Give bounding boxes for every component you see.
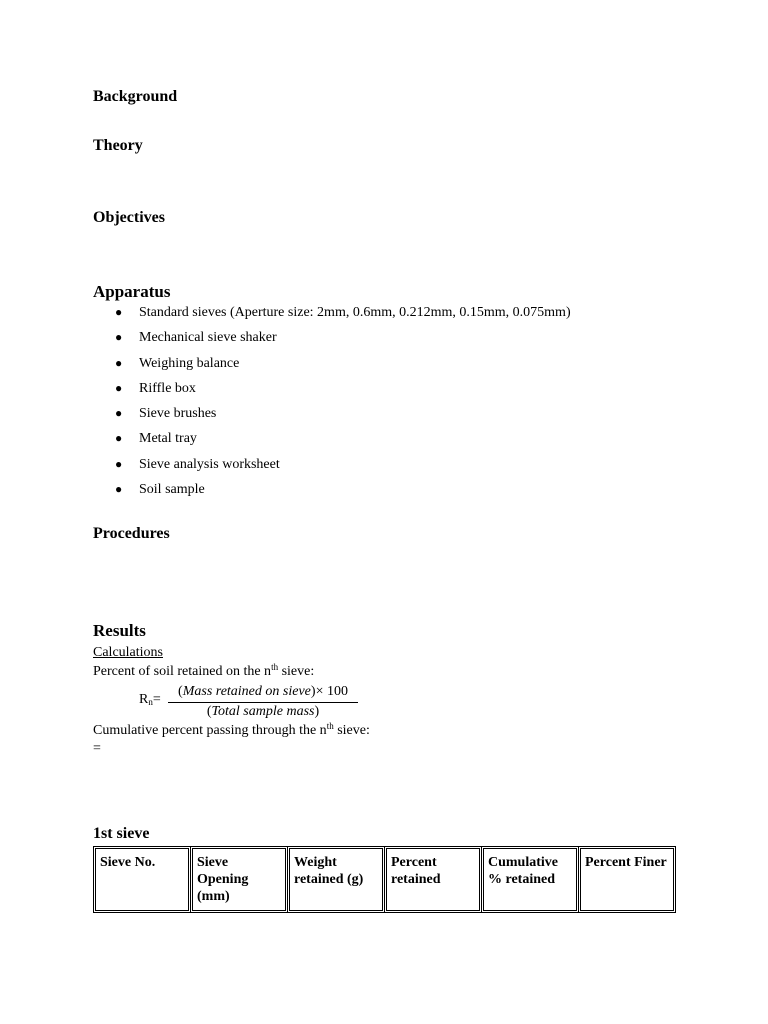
heading-apparatus: Apparatus xyxy=(93,282,171,301)
heading-results: Results xyxy=(93,621,146,640)
heading-procedures: Procedures xyxy=(93,525,170,542)
list-item: ● Sieve analysis worksheet xyxy=(93,452,571,477)
bullet-icon: ● xyxy=(115,305,123,319)
bullet-icon: ● xyxy=(115,380,123,395)
column-header: Percent Finer xyxy=(579,847,676,913)
list-item: ● Sieve brushes xyxy=(93,401,571,426)
formula-fraction xyxy=(168,683,358,721)
bullet-icon: ● xyxy=(115,431,123,446)
column-header: Percent retained xyxy=(385,847,482,913)
list-item: ● Riffle box xyxy=(93,376,571,401)
formula-denominator: (Total sample mass) xyxy=(206,704,320,719)
calculations-heading: Calculations xyxy=(93,645,163,660)
table-header-row xyxy=(94,847,676,913)
heading-objectives: Objectives xyxy=(93,209,165,226)
list-item: ● Weighing balance xyxy=(93,351,571,376)
list-item: ● Mechanical sieve shaker xyxy=(93,325,571,350)
cumulative-equals: = xyxy=(93,741,101,756)
column-header: Sieve No. xyxy=(94,847,191,913)
cumulative-passing-label: Cumulative percent passing through the $n^{th}$ sieve: xyxy=(93,721,370,738)
apparatus-list xyxy=(93,300,571,502)
formula-numerator: (Mass retained on sieve)× 100 xyxy=(168,683,358,703)
heading-background: Background xyxy=(93,88,178,105)
column-header: Weight retained (g) xyxy=(288,847,385,913)
heading-theory: Theory xyxy=(93,137,143,154)
bullet-icon: ● xyxy=(115,406,123,421)
column-header: Sieve Opening (mm) xyxy=(191,847,288,913)
list-item: ● Soil sample xyxy=(93,477,571,502)
bullet-icon: ● xyxy=(115,355,123,370)
rn-label: $R_n=$ xyxy=(139,692,161,707)
percent-retained-label: Percent of soil retained on the $n^{th}$ sieve: xyxy=(93,662,315,679)
list-item: ● Standard sieves (Aperture size: 2mm, 0.6mm, 0.212mm, 0.15mm, 0.075mm) xyxy=(93,300,571,325)
heading-first-sieve: 1st sieve xyxy=(93,825,150,842)
list-item: ● Metal tray xyxy=(93,426,571,451)
bullet-icon: ● xyxy=(115,482,123,497)
bullet-icon: ● xyxy=(115,456,123,471)
column-header: Cumulative % retained xyxy=(482,847,579,913)
first-sieve-table xyxy=(93,846,676,913)
bullet-icon: ● xyxy=(115,330,123,345)
